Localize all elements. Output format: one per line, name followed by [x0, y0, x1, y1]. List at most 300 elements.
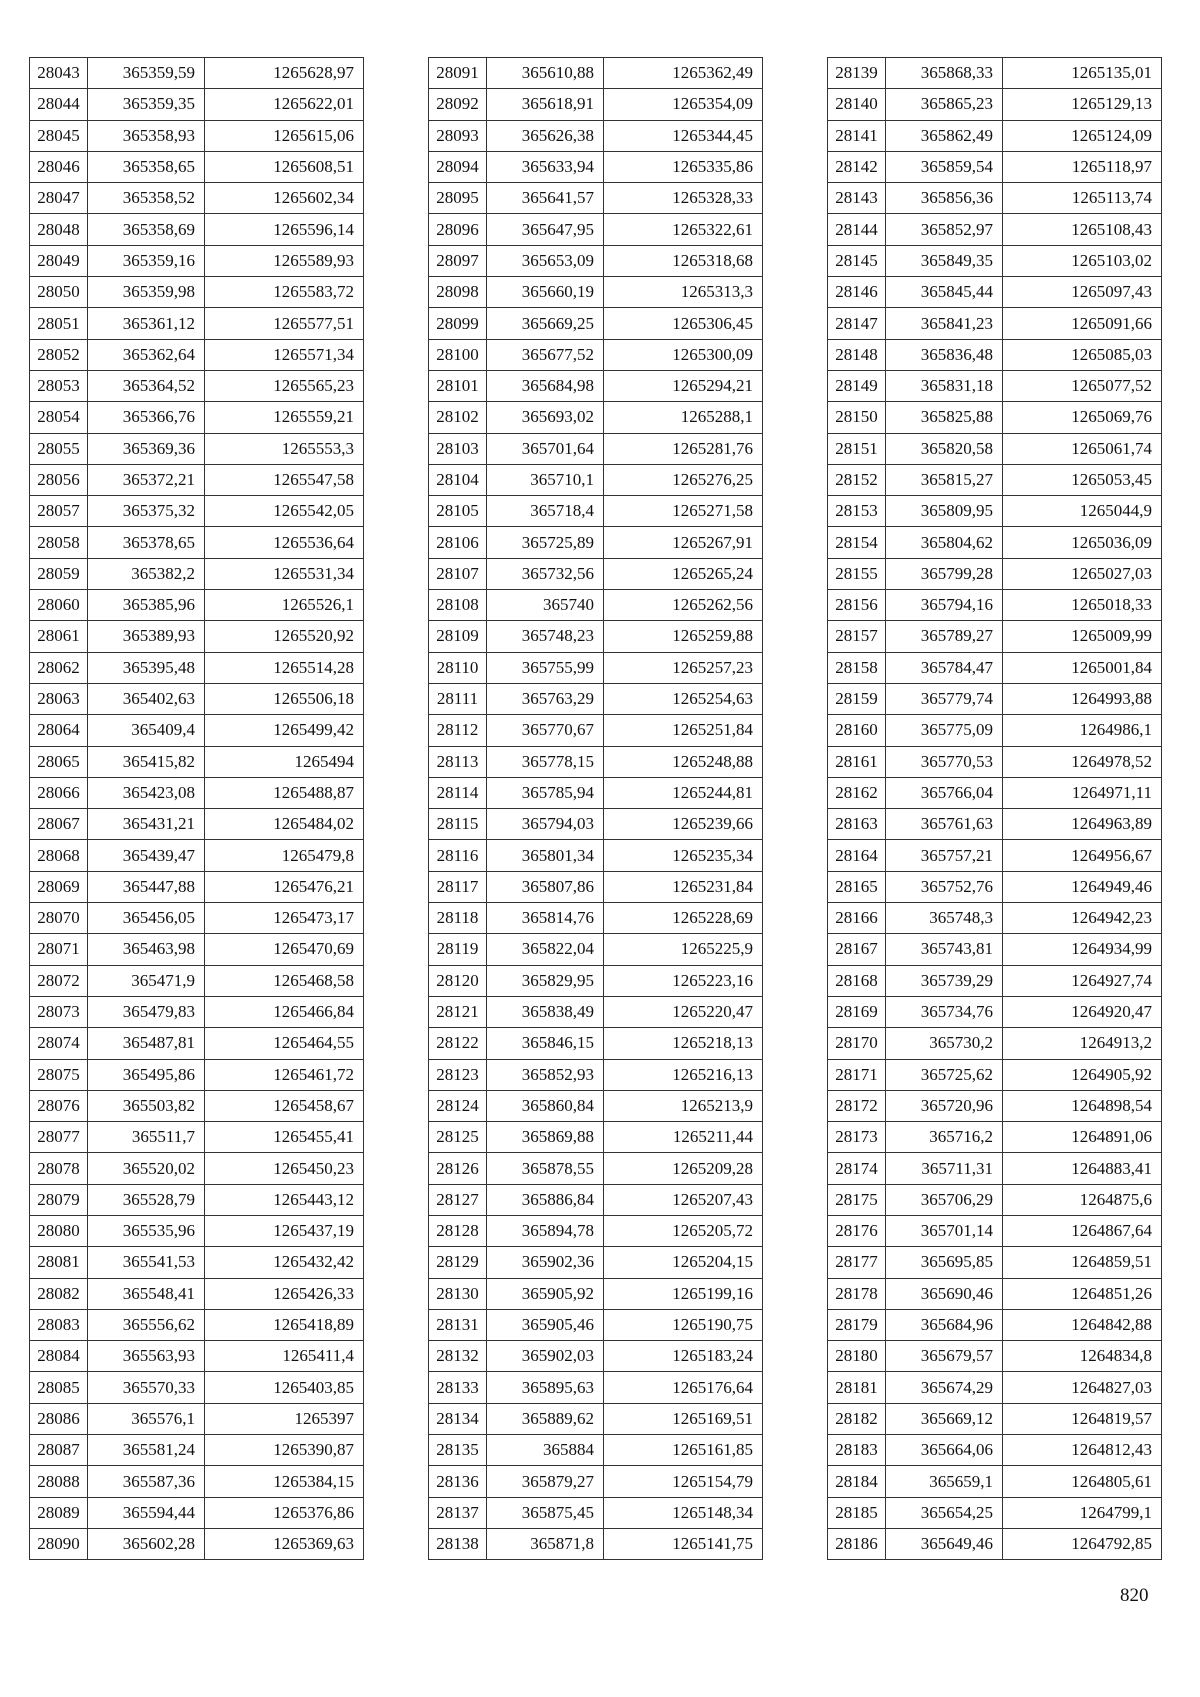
point-number-cell: 28099 [429, 308, 487, 339]
x-coordinate-cell: 365710,1 [487, 464, 604, 495]
y-coordinate-cell: 1265615,06 [205, 120, 364, 151]
x-coordinate-cell: 365487,81 [88, 1028, 205, 1059]
point-number-cell: 28157 [828, 621, 886, 652]
x-coordinate-cell: 365859,54 [886, 151, 1003, 182]
table-row [429, 89, 763, 120]
point-number-cell: 28180 [828, 1341, 886, 1372]
y-coordinate-cell: 1264827,03 [1003, 1372, 1162, 1403]
point-number-cell: 28161 [828, 746, 886, 777]
table-row [30, 809, 364, 840]
x-coordinate-cell: 365535,96 [88, 1215, 205, 1246]
point-number-cell: 28048 [30, 214, 88, 245]
x-coordinate-cell: 365755,99 [487, 652, 604, 683]
table-row [828, 370, 1162, 401]
point-number-cell: 28125 [429, 1122, 487, 1153]
table-row [30, 1215, 364, 1246]
table-row [828, 809, 1162, 840]
x-coordinate-cell: 365415,82 [88, 746, 205, 777]
table-row [429, 277, 763, 308]
point-number-cell: 28110 [429, 652, 487, 683]
table-row [30, 715, 364, 746]
x-coordinate-cell: 365364,52 [88, 370, 205, 401]
table-row [828, 527, 1162, 558]
table-row [828, 1497, 1162, 1528]
y-coordinate-cell: 1265223,16 [604, 965, 763, 996]
point-number-cell: 28174 [828, 1153, 886, 1184]
x-coordinate-cell: 365807,86 [487, 871, 604, 902]
point-number-cell: 28183 [828, 1435, 886, 1466]
table-row [30, 527, 364, 558]
y-coordinate-cell: 1265108,43 [1003, 214, 1162, 245]
table-row [828, 1309, 1162, 1340]
table-row [30, 1028, 364, 1059]
y-coordinate-cell: 1264986,1 [1003, 715, 1162, 746]
point-number-cell: 28126 [429, 1153, 487, 1184]
y-coordinate-cell: 1264949,46 [1003, 871, 1162, 902]
table-row [30, 777, 364, 808]
table-row [30, 339, 364, 370]
point-number-cell: 28077 [30, 1122, 88, 1153]
point-number-cell: 28045 [30, 120, 88, 151]
table-row [828, 183, 1162, 214]
x-coordinate-cell: 365739,29 [886, 965, 1003, 996]
table-row [828, 89, 1162, 120]
x-coordinate-cell: 365852,97 [886, 214, 1003, 245]
y-coordinate-cell: 1264898,54 [1003, 1090, 1162, 1121]
y-coordinate-cell: 1265335,86 [604, 151, 763, 182]
x-coordinate-cell: 365770,53 [886, 746, 1003, 777]
x-coordinate-cell: 365431,21 [88, 809, 205, 840]
x-coordinate-cell: 365576,1 [88, 1403, 205, 1434]
y-coordinate-cell: 1265526,1 [205, 590, 364, 621]
table-row [30, 151, 364, 182]
table-row [429, 903, 763, 934]
y-coordinate-cell: 1265154,79 [604, 1466, 763, 1497]
y-coordinate-cell: 1265027,03 [1003, 558, 1162, 589]
y-coordinate-cell: 1265085,03 [1003, 339, 1162, 370]
table-row [30, 1122, 364, 1153]
point-number-cell: 28147 [828, 308, 886, 339]
point-number-cell: 28086 [30, 1403, 88, 1434]
table-row [30, 1278, 364, 1309]
table-row [30, 496, 364, 527]
y-coordinate-cell: 1265271,58 [604, 496, 763, 527]
point-number-cell: 28105 [429, 496, 487, 527]
y-coordinate-cell: 1265259,88 [604, 621, 763, 652]
x-coordinate-cell: 365654,25 [886, 1497, 1003, 1528]
y-coordinate-cell: 1265169,51 [604, 1403, 763, 1434]
point-number-cell: 28160 [828, 715, 886, 746]
point-number-cell: 28138 [429, 1528, 487, 1559]
x-coordinate-cell: 365358,52 [88, 183, 205, 214]
y-coordinate-cell: 1264956,67 [1003, 840, 1162, 871]
y-coordinate-cell: 1265565,23 [205, 370, 364, 401]
point-number-cell: 28047 [30, 183, 88, 214]
x-coordinate-cell: 365740 [487, 590, 604, 621]
point-number-cell: 28073 [30, 996, 88, 1027]
y-coordinate-cell: 1265018,33 [1003, 590, 1162, 621]
x-coordinate-cell: 365395,48 [88, 652, 205, 683]
point-number-cell: 28150 [828, 402, 886, 433]
point-number-cell: 28144 [828, 214, 886, 245]
point-number-cell: 28071 [30, 934, 88, 965]
y-coordinate-cell: 1265542,05 [205, 496, 364, 527]
point-number-cell: 28137 [429, 1497, 487, 1528]
point-number-cell: 28090 [30, 1528, 88, 1559]
table-row [30, 652, 364, 683]
point-number-cell: 28062 [30, 652, 88, 683]
y-coordinate-cell: 1265362,49 [604, 58, 763, 89]
coordinate-table-2 [428, 57, 763, 1560]
y-coordinate-cell: 1265281,76 [604, 433, 763, 464]
y-coordinate-cell: 1265113,74 [1003, 183, 1162, 214]
point-number-cell: 28140 [828, 89, 886, 120]
x-coordinate-cell: 365361,12 [88, 308, 205, 339]
point-number-cell: 28165 [828, 871, 886, 902]
table-row [30, 1153, 364, 1184]
point-number-cell: 28164 [828, 840, 886, 871]
y-coordinate-cell: 1265061,74 [1003, 433, 1162, 464]
point-number-cell: 28143 [828, 183, 886, 214]
table-row [429, 621, 763, 652]
point-number-cell: 28092 [429, 89, 487, 120]
y-coordinate-cell: 1264934,99 [1003, 934, 1162, 965]
x-coordinate-cell: 365693,02 [487, 402, 604, 433]
table-row [429, 527, 763, 558]
table-row [429, 1153, 763, 1184]
y-coordinate-cell: 1265053,45 [1003, 464, 1162, 495]
x-coordinate-cell: 365732,56 [487, 558, 604, 589]
y-coordinate-cell: 1265225,9 [604, 934, 763, 965]
y-coordinate-cell: 1265300,09 [604, 339, 763, 370]
y-coordinate-cell: 1264819,57 [1003, 1403, 1162, 1434]
table-row [828, 1528, 1162, 1559]
y-coordinate-cell: 1265207,43 [604, 1184, 763, 1215]
y-coordinate-cell: 1265411,4 [205, 1341, 364, 1372]
x-coordinate-cell: 365594,44 [88, 1497, 205, 1528]
y-coordinate-cell: 1265148,34 [604, 1497, 763, 1528]
table-row [828, 1341, 1162, 1372]
table-row [30, 558, 364, 589]
y-coordinate-cell: 1265458,67 [205, 1090, 364, 1121]
point-number-cell: 28089 [30, 1497, 88, 1528]
point-number-cell: 28082 [30, 1278, 88, 1309]
table-row [30, 183, 364, 214]
point-number-cell: 28149 [828, 370, 886, 401]
point-number-cell: 28167 [828, 934, 886, 965]
table-row [429, 183, 763, 214]
point-number-cell: 28049 [30, 245, 88, 276]
point-number-cell: 28156 [828, 590, 886, 621]
x-coordinate-cell: 365799,28 [886, 558, 1003, 589]
point-number-cell: 28106 [429, 527, 487, 558]
x-coordinate-cell: 365372,21 [88, 464, 205, 495]
y-coordinate-cell: 1265231,84 [604, 871, 763, 902]
point-number-cell: 28083 [30, 1309, 88, 1340]
y-coordinate-cell: 1265205,72 [604, 1215, 763, 1246]
y-coordinate-cell: 1265069,76 [1003, 402, 1162, 433]
x-coordinate-cell: 365838,49 [487, 996, 604, 1027]
y-coordinate-cell: 1265403,85 [205, 1372, 364, 1403]
x-coordinate-cell: 365479,83 [88, 996, 205, 1027]
table-row [429, 245, 763, 276]
point-number-cell: 28142 [828, 151, 886, 182]
table-row [429, 464, 763, 495]
x-coordinate-cell: 365878,55 [487, 1153, 604, 1184]
table-row [429, 1122, 763, 1153]
point-number-cell: 28074 [30, 1028, 88, 1059]
x-coordinate-cell: 365456,05 [88, 903, 205, 934]
table-row [429, 558, 763, 589]
x-coordinate-cell: 365520,02 [88, 1153, 205, 1184]
y-coordinate-cell: 1265531,34 [205, 558, 364, 589]
table-row [429, 1528, 763, 1559]
y-coordinate-cell: 1265251,84 [604, 715, 763, 746]
x-coordinate-cell: 365820,58 [886, 433, 1003, 464]
point-number-cell: 28067 [30, 809, 88, 840]
y-coordinate-cell: 1265199,16 [604, 1278, 763, 1309]
point-number-cell: 28131 [429, 1309, 487, 1340]
point-number-cell: 28060 [30, 590, 88, 621]
x-coordinate-cell: 365852,93 [487, 1059, 604, 1090]
table-row [30, 308, 364, 339]
table-row [828, 840, 1162, 871]
table-row [429, 777, 763, 808]
table-row [30, 871, 364, 902]
point-number-cell: 28175 [828, 1184, 886, 1215]
y-coordinate-cell: 1264971,11 [1003, 777, 1162, 808]
y-coordinate-cell: 1265520,92 [205, 621, 364, 652]
table-row [828, 120, 1162, 151]
y-coordinate-cell: 1265161,85 [604, 1435, 763, 1466]
table-row [30, 621, 364, 652]
x-coordinate-cell: 365841,23 [886, 308, 1003, 339]
y-coordinate-cell: 1265306,45 [604, 308, 763, 339]
point-number-cell: 28044 [30, 89, 88, 120]
y-coordinate-cell: 1265559,21 [205, 402, 364, 433]
table-row [30, 1309, 364, 1340]
y-coordinate-cell: 1265488,87 [205, 777, 364, 808]
table-row [30, 245, 364, 276]
x-coordinate-cell: 365720,96 [886, 1090, 1003, 1121]
table-row [828, 715, 1162, 746]
point-number-cell: 28155 [828, 558, 886, 589]
point-number-cell: 28120 [429, 965, 487, 996]
x-coordinate-cell: 365895,63 [487, 1372, 604, 1403]
table-row [429, 1372, 763, 1403]
y-coordinate-cell: 1265577,51 [205, 308, 364, 339]
x-coordinate-cell: 365423,08 [88, 777, 205, 808]
table-row [828, 1215, 1162, 1246]
table-row [30, 840, 364, 871]
table-row [30, 683, 364, 714]
point-number-cell: 28046 [30, 151, 88, 182]
point-number-cell: 28098 [429, 277, 487, 308]
point-number-cell: 28053 [30, 370, 88, 401]
point-number-cell: 28171 [828, 1059, 886, 1090]
x-coordinate-cell: 365716,2 [886, 1122, 1003, 1153]
point-number-cell: 28130 [429, 1278, 487, 1309]
point-number-cell: 28132 [429, 1341, 487, 1372]
point-number-cell: 28172 [828, 1090, 886, 1121]
y-coordinate-cell: 1265209,28 [604, 1153, 763, 1184]
table-row [429, 370, 763, 401]
x-coordinate-cell: 365659,1 [886, 1466, 1003, 1497]
table-row [30, 120, 364, 151]
y-coordinate-cell: 1265262,56 [604, 590, 763, 621]
y-coordinate-cell: 1265257,23 [604, 652, 763, 683]
y-coordinate-cell: 1264978,52 [1003, 746, 1162, 777]
y-coordinate-cell: 1264993,88 [1003, 683, 1162, 714]
x-coordinate-cell: 365358,65 [88, 151, 205, 182]
y-coordinate-cell: 1265461,72 [205, 1059, 364, 1090]
table-row [828, 1122, 1162, 1153]
table-row [429, 433, 763, 464]
x-coordinate-cell: 365385,96 [88, 590, 205, 621]
y-coordinate-cell: 1265248,88 [604, 746, 763, 777]
y-coordinate-cell: 1265318,68 [604, 245, 763, 276]
table-row [828, 1028, 1162, 1059]
point-number-cell: 28146 [828, 277, 886, 308]
x-coordinate-cell: 365748,23 [487, 621, 604, 652]
y-coordinate-cell: 1265494 [205, 746, 364, 777]
x-coordinate-cell: 365860,84 [487, 1090, 604, 1121]
point-number-cell: 28186 [828, 1528, 886, 1559]
table-row [30, 1090, 364, 1121]
x-coordinate-cell: 365528,79 [88, 1184, 205, 1215]
x-coordinate-cell: 365734,76 [886, 996, 1003, 1027]
point-number-cell: 28088 [30, 1466, 88, 1497]
point-number-cell: 28173 [828, 1122, 886, 1153]
y-coordinate-cell: 1264883,41 [1003, 1153, 1162, 1184]
y-coordinate-cell: 1265466,84 [205, 996, 364, 1027]
x-coordinate-cell: 365375,32 [88, 496, 205, 527]
y-coordinate-cell: 1264963,89 [1003, 809, 1162, 840]
table-row [30, 1466, 364, 1497]
point-number-cell: 28115 [429, 809, 487, 840]
table-row [30, 1403, 364, 1434]
table-row [30, 934, 364, 965]
y-coordinate-cell: 1265135,01 [1003, 58, 1162, 89]
x-coordinate-cell: 365879,27 [487, 1466, 604, 1497]
x-coordinate-cell: 365804,62 [886, 527, 1003, 558]
y-coordinate-cell: 1265276,25 [604, 464, 763, 495]
x-coordinate-cell: 365660,19 [487, 277, 604, 308]
table-row [828, 1278, 1162, 1309]
x-coordinate-cell: 365748,3 [886, 903, 1003, 934]
x-coordinate-cell: 365743,81 [886, 934, 1003, 965]
x-coordinate-cell: 365884 [487, 1435, 604, 1466]
table-row [828, 1153, 1162, 1184]
point-number-cell: 28080 [30, 1215, 88, 1246]
x-coordinate-cell: 365862,49 [886, 120, 1003, 151]
table-row [828, 746, 1162, 777]
point-number-cell: 28085 [30, 1372, 88, 1403]
table-row [30, 433, 364, 464]
x-coordinate-cell: 365894,78 [487, 1215, 604, 1246]
y-coordinate-cell: 1265190,75 [604, 1309, 763, 1340]
point-number-cell: 28127 [429, 1184, 487, 1215]
table-row [429, 58, 763, 89]
y-coordinate-cell: 1265213,9 [604, 1090, 763, 1121]
y-coordinate-cell: 1265596,14 [205, 214, 364, 245]
point-number-cell: 28182 [828, 1403, 886, 1434]
point-number-cell: 28116 [429, 840, 487, 871]
x-coordinate-cell: 365618,91 [487, 89, 604, 120]
x-coordinate-cell: 365905,46 [487, 1309, 604, 1340]
y-coordinate-cell: 1265228,69 [604, 903, 763, 934]
x-coordinate-cell: 365378,65 [88, 527, 205, 558]
table-row [429, 1435, 763, 1466]
point-number-cell: 28145 [828, 245, 886, 276]
table-row [828, 965, 1162, 996]
point-number-cell: 28162 [828, 777, 886, 808]
y-coordinate-cell: 1265265,24 [604, 558, 763, 589]
table-row [828, 1372, 1162, 1403]
point-number-cell: 28129 [429, 1247, 487, 1278]
point-number-cell: 28075 [30, 1059, 88, 1090]
x-coordinate-cell: 365548,41 [88, 1278, 205, 1309]
point-number-cell: 28096 [429, 214, 487, 245]
point-number-cell: 28141 [828, 120, 886, 151]
y-coordinate-cell: 1264851,26 [1003, 1278, 1162, 1309]
table-row [429, 1466, 763, 1497]
x-coordinate-cell: 365902,36 [487, 1247, 604, 1278]
page-number: 820 [1120, 1585, 1149, 1606]
y-coordinate-cell: 1265437,19 [205, 1215, 364, 1246]
x-coordinate-cell: 365674,29 [886, 1372, 1003, 1403]
y-coordinate-cell: 1265204,15 [604, 1247, 763, 1278]
point-number-cell: 28079 [30, 1184, 88, 1215]
table-row [828, 433, 1162, 464]
x-coordinate-cell: 365779,74 [886, 683, 1003, 714]
point-number-cell: 28170 [828, 1028, 886, 1059]
table-row [828, 1184, 1162, 1215]
y-coordinate-cell: 1265091,66 [1003, 308, 1162, 339]
y-coordinate-cell: 1265220,47 [604, 996, 763, 1027]
point-number-cell: 28135 [429, 1435, 487, 1466]
point-number-cell: 28133 [429, 1372, 487, 1403]
x-coordinate-cell: 365669,25 [487, 308, 604, 339]
x-coordinate-cell: 365869,88 [487, 1122, 604, 1153]
table-row [828, 1435, 1162, 1466]
x-coordinate-cell: 365757,21 [886, 840, 1003, 871]
point-number-cell: 28168 [828, 965, 886, 996]
x-coordinate-cell: 365359,16 [88, 245, 205, 276]
table-row [429, 965, 763, 996]
point-number-cell: 28055 [30, 433, 88, 464]
point-number-cell: 28184 [828, 1466, 886, 1497]
point-number-cell: 28076 [30, 1090, 88, 1121]
y-coordinate-cell: 1265129,13 [1003, 89, 1162, 120]
point-number-cell: 28136 [429, 1466, 487, 1497]
y-coordinate-cell: 1265571,34 [205, 339, 364, 370]
point-number-cell: 28178 [828, 1278, 886, 1309]
y-coordinate-cell: 1265077,52 [1003, 370, 1162, 401]
point-number-cell: 28104 [429, 464, 487, 495]
x-coordinate-cell: 365902,03 [487, 1341, 604, 1372]
y-coordinate-cell: 1264842,88 [1003, 1309, 1162, 1340]
table-row [828, 1090, 1162, 1121]
table-row [429, 1184, 763, 1215]
y-coordinate-cell: 1265384,15 [205, 1466, 364, 1497]
table-row [429, 151, 763, 182]
table-row [30, 1341, 364, 1372]
table-row [429, 840, 763, 871]
y-coordinate-cell: 1265622,01 [205, 89, 364, 120]
point-number-cell: 28169 [828, 996, 886, 1027]
table-row [429, 1341, 763, 1372]
